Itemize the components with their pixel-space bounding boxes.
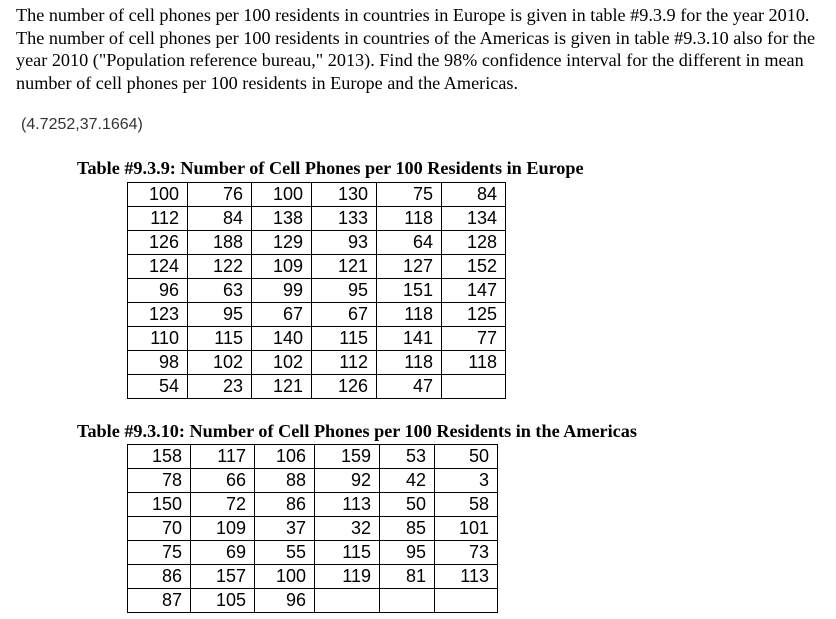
table-row xyxy=(128,493,498,517)
table-cell xyxy=(380,589,435,613)
table-row xyxy=(128,541,498,565)
table-cell: 126 xyxy=(128,231,188,255)
table-cell: 67 xyxy=(252,303,312,327)
table-row xyxy=(128,445,498,469)
table-row xyxy=(128,183,506,207)
table-cell: 152 xyxy=(442,255,506,279)
table-cell: 158 xyxy=(128,445,191,469)
table-cell: 93 xyxy=(312,231,377,255)
table-cell: 102 xyxy=(188,351,252,375)
table-cell: 118 xyxy=(442,351,506,375)
table-cell: 124 xyxy=(128,255,188,279)
table-cell: 75 xyxy=(377,183,442,207)
table-cell: 47 xyxy=(377,375,442,399)
table-cell: 151 xyxy=(377,279,442,303)
table-row xyxy=(128,207,506,231)
table-cell: 159 xyxy=(315,445,380,469)
table-cell: 101 xyxy=(435,517,498,541)
table-cell: 84 xyxy=(188,207,252,231)
europe-table xyxy=(127,182,506,399)
table-cell: 85 xyxy=(380,517,435,541)
table-cell: 112 xyxy=(128,207,188,231)
table-cell: 121 xyxy=(252,375,312,399)
table-cell: 77 xyxy=(442,327,506,351)
table-cell: 86 xyxy=(255,493,315,517)
table-row xyxy=(128,469,498,493)
table-row xyxy=(128,303,506,327)
table-cell: 134 xyxy=(442,207,506,231)
table-cell: 69 xyxy=(191,541,255,565)
table-cell: 129 xyxy=(252,231,312,255)
table-cell: 118 xyxy=(377,207,442,231)
table-cell: 100 xyxy=(255,565,315,589)
table-cell: 96 xyxy=(128,279,188,303)
europe-table-title: Table #9.3.9: Number of Cell Phones per 100 Residents in Europe xyxy=(77,158,584,178)
table-cell: 127 xyxy=(377,255,442,279)
table-cell: 115 xyxy=(312,327,377,351)
table-cell: 3 xyxy=(435,469,498,493)
table-cell: 128 xyxy=(442,231,506,255)
table-cell: 23 xyxy=(188,375,252,399)
table-row xyxy=(128,517,498,541)
table-cell: 73 xyxy=(435,541,498,565)
table-cell: 118 xyxy=(377,303,442,327)
table-cell: 75 xyxy=(128,541,191,565)
table-cell xyxy=(442,375,506,399)
table-cell: 50 xyxy=(435,445,498,469)
table-cell: 130 xyxy=(312,183,377,207)
table-cell: 188 xyxy=(188,231,252,255)
table-cell: 100 xyxy=(128,183,188,207)
table-cell: 81 xyxy=(380,565,435,589)
answer-text: (4.7252,37.1664) xyxy=(21,116,143,133)
table-cell: 112 xyxy=(312,351,377,375)
table-cell: 55 xyxy=(255,541,315,565)
table-row xyxy=(128,327,506,351)
table-cell: 147 xyxy=(442,279,506,303)
table-cell: 118 xyxy=(377,351,442,375)
table-cell: 113 xyxy=(315,493,380,517)
table-cell: 66 xyxy=(191,469,255,493)
table-cell: 96 xyxy=(255,589,315,613)
table-cell: 54 xyxy=(128,375,188,399)
table-cell: 122 xyxy=(188,255,252,279)
table-cell: 88 xyxy=(255,469,315,493)
table-cell: 95 xyxy=(188,303,252,327)
table-cell: 117 xyxy=(191,445,255,469)
table-cell: 72 xyxy=(191,493,255,517)
table-cell: 58 xyxy=(435,493,498,517)
table-cell: 110 xyxy=(128,327,188,351)
table-cell: 78 xyxy=(128,469,191,493)
table-cell: 53 xyxy=(380,445,435,469)
table-cell: 157 xyxy=(191,565,255,589)
table-cell: 150 xyxy=(128,493,191,517)
table-cell: 105 xyxy=(191,589,255,613)
table-cell: 109 xyxy=(252,255,312,279)
table-cell: 133 xyxy=(312,207,377,231)
table-cell: 70 xyxy=(128,517,191,541)
table-cell: 98 xyxy=(128,351,188,375)
table-cell: 141 xyxy=(377,327,442,351)
table-row xyxy=(128,351,506,375)
table-cell: 92 xyxy=(315,469,380,493)
table-cell: 121 xyxy=(312,255,377,279)
table-cell: 32 xyxy=(315,517,380,541)
table-cell: 119 xyxy=(315,565,380,589)
table-cell: 87 xyxy=(128,589,191,613)
question-text: The number of cell phones per 100 residents in countries in Europe is given in table #9.3.9 for the year 2010. The number of cell phones per 100 residents in countries of the Americas is given in table #9.3.10 also for the year 2010 ("Population reference bureau," 2013). Find the 98% confidence interval for the different in mean number of cell phones per 100 residents in Europe and the Americas. xyxy=(16,5,816,93)
table-cell: 102 xyxy=(252,351,312,375)
table-cell: 140 xyxy=(252,327,312,351)
table-row xyxy=(128,231,506,255)
table-row xyxy=(128,255,506,279)
table-cell: 123 xyxy=(128,303,188,327)
table-row xyxy=(128,279,506,303)
table-cell: 63 xyxy=(188,279,252,303)
americas-table xyxy=(127,444,498,613)
table-cell: 84 xyxy=(442,183,506,207)
table-cell: 109 xyxy=(191,517,255,541)
table-cell: 125 xyxy=(442,303,506,327)
table-row xyxy=(128,375,506,399)
table-cell: 86 xyxy=(128,565,191,589)
table-cell: 106 xyxy=(255,445,315,469)
table-cell: 100 xyxy=(252,183,312,207)
table-cell xyxy=(435,589,498,613)
table-cell: 76 xyxy=(188,183,252,207)
table-cell: 42 xyxy=(380,469,435,493)
americas-table-title: Table #9.3.10: Number of Cell Phones per 100 Residents in the Americas xyxy=(77,421,637,441)
table-cell: 50 xyxy=(380,493,435,517)
table-row xyxy=(128,565,498,589)
table-cell: 95 xyxy=(380,541,435,565)
table-cell: 95 xyxy=(312,279,377,303)
table-cell: 126 xyxy=(312,375,377,399)
table-cell xyxy=(315,589,380,613)
table-row xyxy=(128,589,498,613)
table-cell: 115 xyxy=(315,541,380,565)
table-cell: 99 xyxy=(252,279,312,303)
table-cell: 113 xyxy=(435,565,498,589)
table-cell: 138 xyxy=(252,207,312,231)
table-cell: 64 xyxy=(377,231,442,255)
table-cell: 67 xyxy=(312,303,377,327)
table-cell: 115 xyxy=(188,327,252,351)
table-cell: 37 xyxy=(255,517,315,541)
